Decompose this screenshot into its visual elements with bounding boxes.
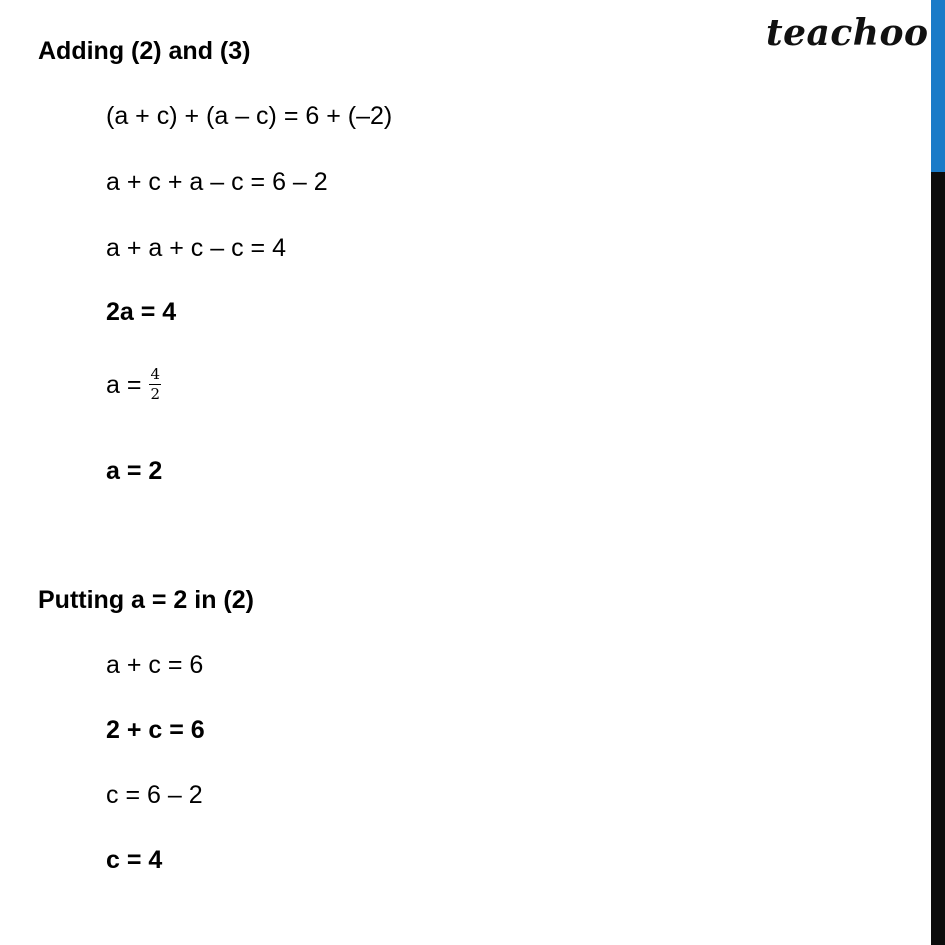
section-heading-putting: Putting a = 2 in (2) [38,586,254,614]
equation-line-bold: 2a = 4 [106,298,177,326]
fraction-denominator: 2 [150,385,160,403]
equation-line: a + c + a – c = 6 – 2 [106,168,328,196]
section-heading-adding: Adding (2) and (3) [38,37,251,65]
equation-line: c = 6 – 2 [106,781,203,809]
equation-line: a + a + c – c = 4 [106,234,286,262]
equation-result: a = 2 [106,457,163,485]
equation-line-bold: 2 + c = 6 [106,716,205,744]
fraction-equation [106,365,161,405]
fraction [149,366,161,403]
fraction-numerator: 4 [150,365,160,383]
teachoo-logo: teachoo [766,12,929,54]
slide-progress-fill [931,0,945,172]
equation-result: c = 4 [106,846,163,874]
equation-line: (a + c) + (a – c) = 6 + (–2) [106,102,393,130]
fraction-prefix: a = [106,371,142,400]
equation-line: a + c = 6 [106,651,204,679]
